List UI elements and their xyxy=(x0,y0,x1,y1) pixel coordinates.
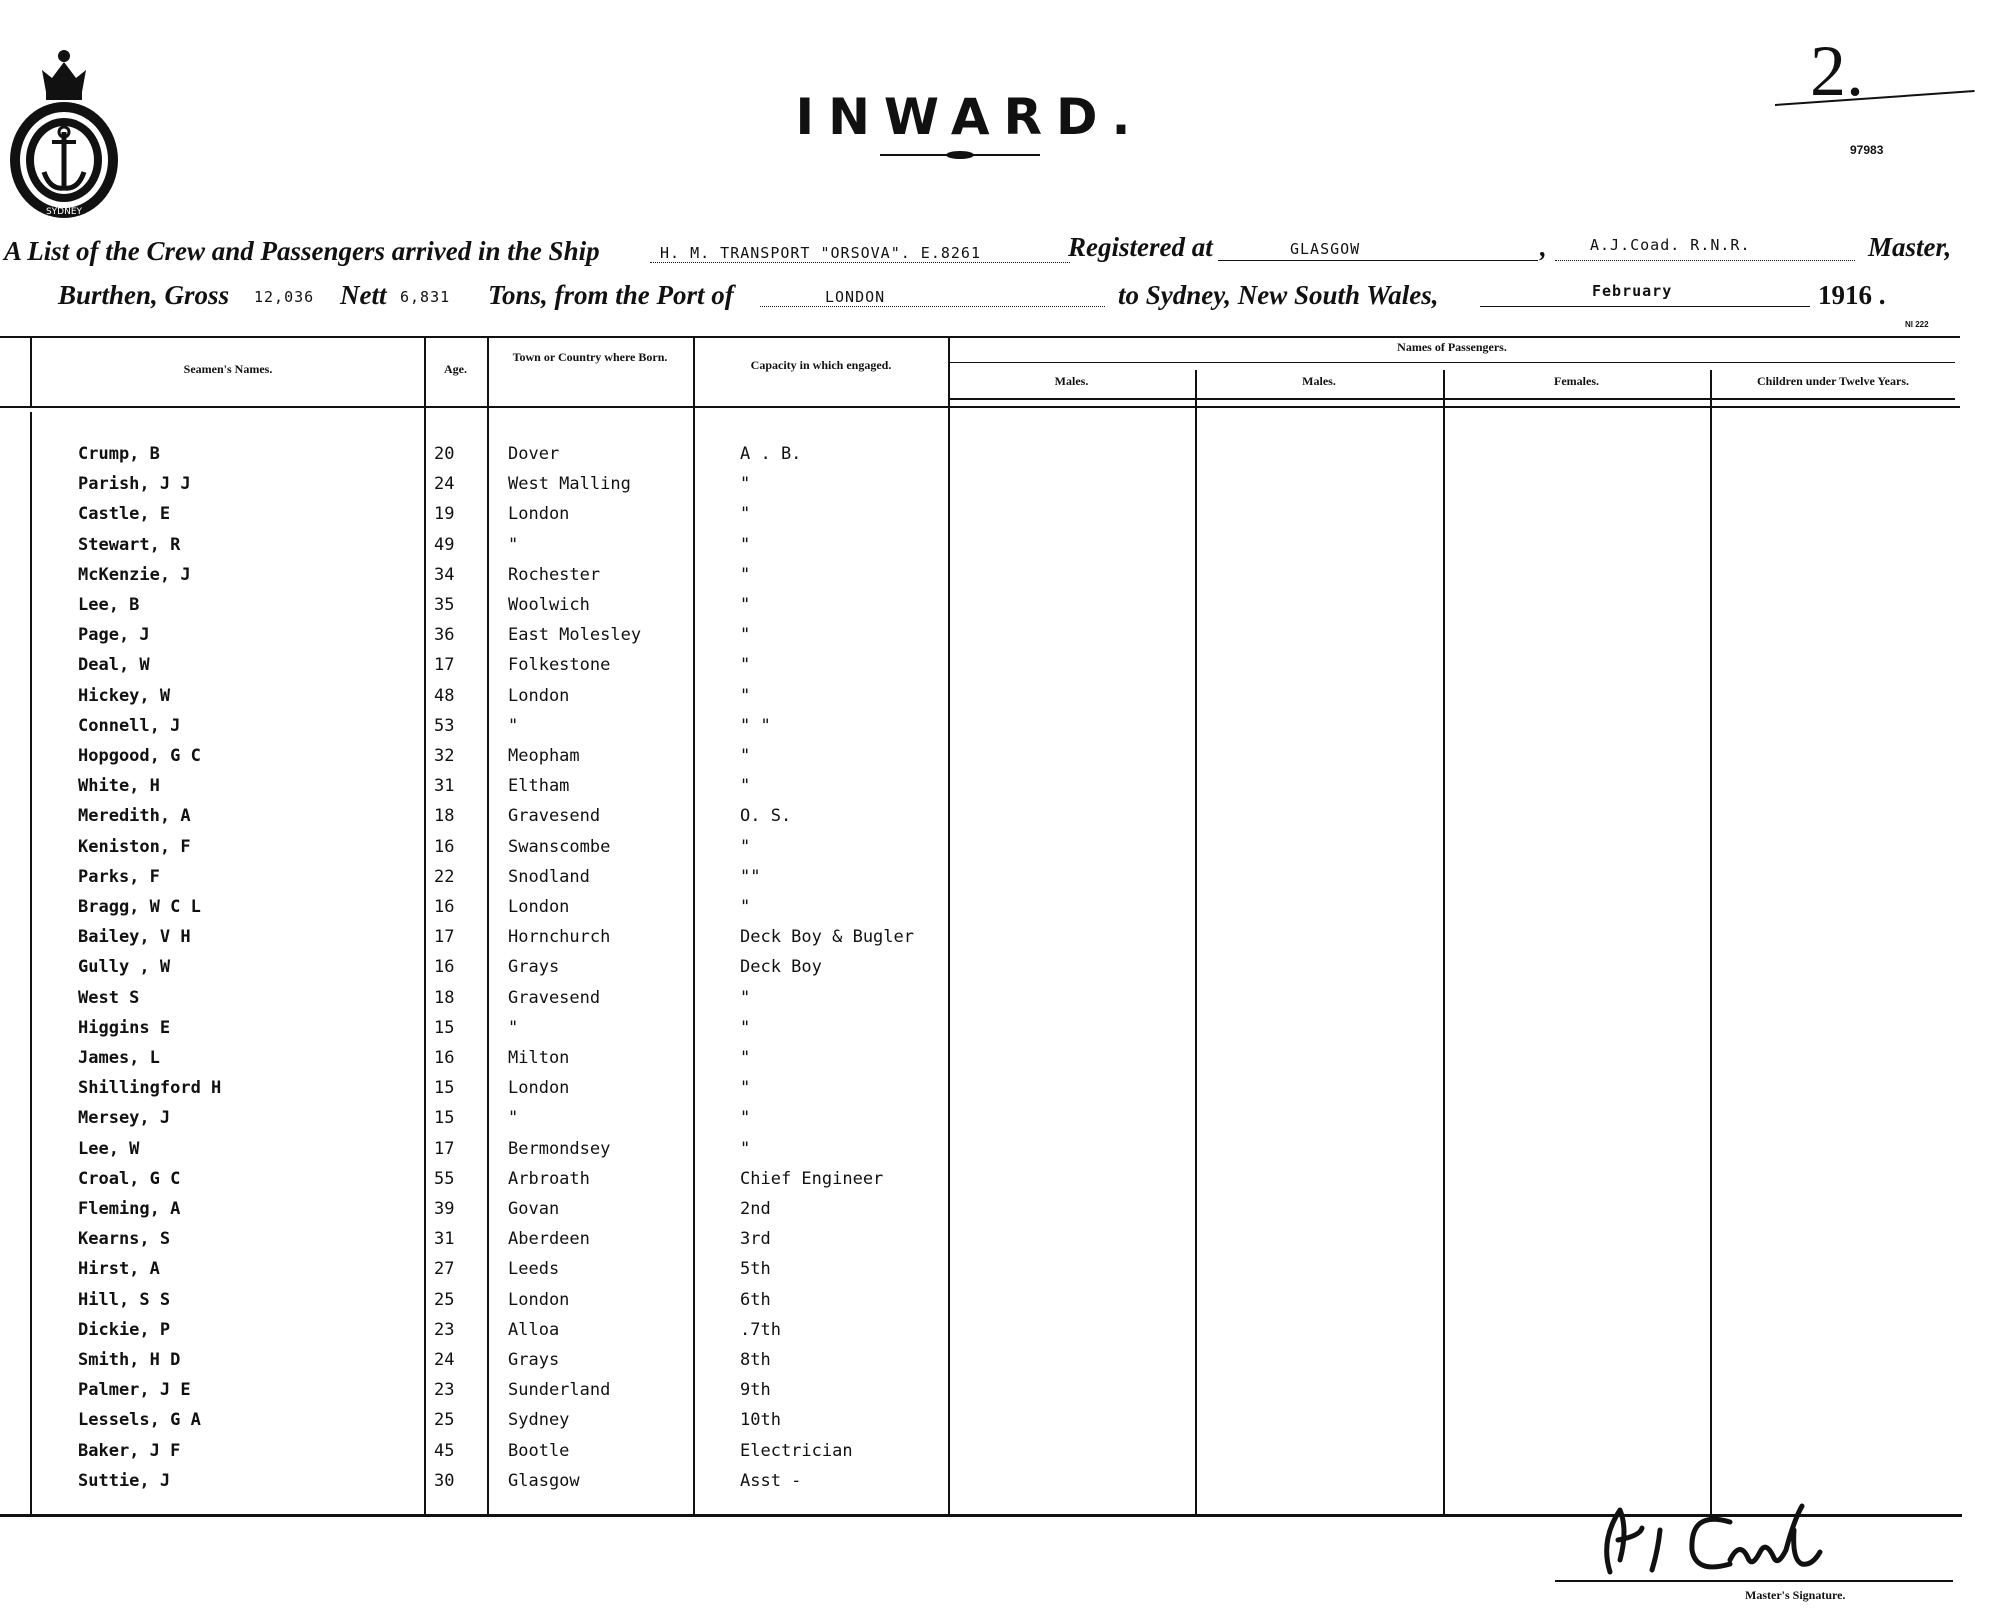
crew-age: 25 xyxy=(434,1289,455,1310)
crew-born: London xyxy=(508,1078,570,1099)
crew-age: 22 xyxy=(434,866,455,887)
crew-name: Croal, G C xyxy=(78,1168,181,1189)
crew-capacity: " xyxy=(740,534,751,555)
list-intro-label: A List of the Crew and Passengers arrived in the Ship xyxy=(4,236,600,266)
port-underline xyxy=(760,306,1105,307)
crew-age: 48 xyxy=(434,685,455,706)
crew-capacity: " xyxy=(740,564,751,585)
crew-name: Fleming, A xyxy=(78,1199,181,1219)
master-name: A.J.Coad. R.N.R. xyxy=(1590,236,1751,254)
crew-born: Grays xyxy=(508,957,560,978)
burthen-label: Burthen, Gross xyxy=(58,280,230,310)
crew-capacity: " xyxy=(740,474,751,495)
ship-underline xyxy=(650,262,1070,263)
crew-name: Smith, H D xyxy=(78,1350,181,1370)
signature-line xyxy=(1555,1580,1953,1582)
passenger-subheader-bottom-rule xyxy=(950,398,1955,400)
crew-age: 35 xyxy=(434,595,455,615)
crew-name: Meredith, A xyxy=(78,806,191,827)
crew-name: Dickie, P xyxy=(78,1319,171,1340)
crew-capacity: " xyxy=(740,595,751,615)
col-rule-females xyxy=(1443,370,1445,1514)
crew-born: Sunderland xyxy=(508,1380,611,1401)
crew-name: Crump, B xyxy=(78,444,160,464)
table-top-rule xyxy=(0,336,1960,338)
to-sydney-label: to Sydney, New South Wales, xyxy=(1118,280,1439,310)
crew-name: Hopgood, G C xyxy=(78,746,201,766)
crew-born: West Malling xyxy=(508,474,631,495)
year: 1916 . xyxy=(1818,280,1886,310)
nett-label: Nett xyxy=(340,280,387,310)
page-number-rule xyxy=(1775,90,1975,106)
tons-from-port-label: Tons, from the Port of xyxy=(488,280,734,310)
crew-name: Connell, J xyxy=(78,715,181,736)
crew-age: 30 xyxy=(434,1470,455,1491)
col-rule-left-body xyxy=(30,412,32,1514)
crew-age: 31 xyxy=(434,1229,455,1250)
crew-born: " xyxy=(508,1108,519,1129)
title-ornament xyxy=(880,150,1040,160)
col-header-capacity: Capacity in which engaged. xyxy=(750,358,892,372)
crew-age: 15 xyxy=(434,1108,455,1129)
crew-name: Keniston, F xyxy=(78,836,191,857)
col-header-children: Children under Twelve Years. xyxy=(1756,374,1909,388)
crew-age: 36 xyxy=(434,625,455,646)
crew-capacity: 2nd xyxy=(740,1199,771,1219)
crew-name: Parks, F xyxy=(78,866,160,887)
crew-name: West S xyxy=(78,987,140,1008)
form-number: 97983 xyxy=(1850,143,1884,157)
crew-name: Mersey, J xyxy=(78,1108,171,1129)
crew-born: Snodland xyxy=(508,866,590,887)
crew-born: Swanscombe xyxy=(508,836,611,857)
col-header-passengers: Names of Passengers. xyxy=(1397,340,1507,354)
crew-capacity: .7th xyxy=(740,1319,781,1340)
crew-name: James, L xyxy=(78,1048,160,1068)
crew-age: 53 xyxy=(434,715,455,736)
date-underline xyxy=(1480,306,1810,307)
crew-name: McKenzie, J xyxy=(78,564,191,585)
crew-age: 24 xyxy=(434,474,455,495)
crew-capacity: " xyxy=(740,1017,751,1038)
crew-age: 17 xyxy=(434,1138,455,1159)
crew-capacity: " xyxy=(740,1108,751,1129)
crew-name: Castle, E xyxy=(78,504,171,525)
crew-born: Meopham xyxy=(508,746,580,766)
crew-capacity: Deck Boy xyxy=(740,957,822,978)
crew-name: Bailey, V H xyxy=(78,927,191,948)
crew-age: 19 xyxy=(434,504,455,525)
crew-age: 16 xyxy=(434,957,455,978)
crew-born: Milton xyxy=(508,1048,570,1068)
col-header-males-1: Males. xyxy=(1054,374,1089,388)
crew-capacity: A . B. xyxy=(740,444,802,464)
crew-name: Lessels, G A xyxy=(78,1410,201,1431)
col-header-names: Seamen's Names. xyxy=(183,362,273,376)
crew-name: Hirst, A xyxy=(78,1259,160,1280)
crew-born: Grays xyxy=(508,1350,560,1370)
small-mark: Nl 222 xyxy=(1905,320,1929,329)
crew-age: 17 xyxy=(434,655,455,676)
crew-age: 16 xyxy=(434,836,455,857)
crew-name: Stewart, R xyxy=(78,534,181,555)
crew-age: 34 xyxy=(434,564,455,585)
crew-capacity: " xyxy=(740,655,751,676)
crew-capacity: 3rd xyxy=(740,1229,771,1250)
crew-age: 18 xyxy=(434,987,455,1008)
ship-name: H. M. TRANSPORT "ORSOVA". E.8261 xyxy=(660,244,981,262)
crew-born: London xyxy=(508,897,570,917)
crew-name: Baker, J F xyxy=(78,1440,181,1461)
crew-capacity: " xyxy=(740,1078,751,1099)
registered-at: GLASGOW xyxy=(1290,240,1361,258)
page-number: 2. xyxy=(1810,31,1864,111)
crew-born: Alloa xyxy=(508,1319,560,1340)
crew-born: London xyxy=(508,1289,570,1310)
registered-at-label: Registered at xyxy=(1068,232,1213,262)
comma-mark: , xyxy=(1540,232,1547,262)
crew-name: Palmer, J E xyxy=(78,1380,191,1401)
crew-age: 25 xyxy=(434,1410,455,1431)
crew-age: 39 xyxy=(434,1199,455,1219)
crew-born: Gravesend xyxy=(508,806,601,827)
crew-born: Leeds xyxy=(508,1259,560,1280)
crew-name: Lee, B xyxy=(78,595,140,615)
crew-born: Folkestone xyxy=(508,655,611,676)
crew-capacity: 9th xyxy=(740,1380,771,1401)
col-rule-males2 xyxy=(1195,370,1197,1514)
crew-capacity: " " xyxy=(740,715,771,736)
crew-born: " xyxy=(508,715,519,736)
crew-born: Sydney xyxy=(508,1410,570,1431)
crew-age: 31 xyxy=(434,776,455,797)
crew-born: East Molesley xyxy=(508,625,642,646)
crew-age: 23 xyxy=(434,1380,455,1401)
svg-text:SYDNEY: SYDNEY xyxy=(45,207,83,217)
crew-capacity: O. S. xyxy=(740,806,792,827)
crew-name: Parish, J J xyxy=(78,474,191,495)
gross-tons: 12,036 xyxy=(254,288,315,306)
crew-name: Lee, W xyxy=(78,1138,140,1159)
crew-capacity: Chief Engineer xyxy=(740,1168,884,1189)
crew-capacity: 5th xyxy=(740,1259,771,1280)
crew-capacity: " xyxy=(740,987,751,1008)
crew-capacity: " xyxy=(740,836,751,857)
crew-capacity: " xyxy=(740,625,751,646)
crew-capacity: " xyxy=(740,776,751,797)
crew-capacity: Deck Boy & Bugler xyxy=(740,927,914,948)
passenger-subheader-rule xyxy=(950,362,1955,363)
crew-capacity: " xyxy=(740,746,751,766)
col-header-born: Town or Country where Born. xyxy=(512,350,668,364)
crew-born: Aberdeen xyxy=(508,1229,590,1250)
col-rule-children xyxy=(1710,370,1712,1514)
crew-capacity: " xyxy=(740,685,751,706)
crew-born: London xyxy=(508,504,570,525)
crew-born: Arbroath xyxy=(508,1168,590,1189)
crew-name: Kearns, S xyxy=(78,1229,171,1250)
signature-label: Master's Signature. xyxy=(1745,1588,1846,1602)
master-signature xyxy=(1580,1500,1880,1580)
crew-name: Hickey, W xyxy=(78,685,171,706)
crew-age: 49 xyxy=(434,534,455,555)
crew-age: 16 xyxy=(434,897,455,917)
crew-capacity: "" xyxy=(740,866,761,887)
master-underline xyxy=(1555,260,1855,261)
crew-born: " xyxy=(508,534,519,555)
crew-born: Dover xyxy=(508,444,560,464)
col-header-males-2: Males. xyxy=(1302,374,1336,388)
crew-age: 20 xyxy=(434,444,455,464)
nett-tons: 6,831 xyxy=(400,288,451,306)
crew-capacity: 6th xyxy=(740,1289,771,1310)
crew-age: 27 xyxy=(434,1259,455,1280)
crew-name: Deal, W xyxy=(78,655,150,676)
crew-age: 18 xyxy=(434,806,455,827)
crew-born: Hornchurch xyxy=(508,927,611,948)
crew-born: Rochester xyxy=(508,564,601,585)
crew-born: Gravesend xyxy=(508,987,601,1008)
crew-born: Bootle xyxy=(508,1440,570,1461)
crew-age: 55 xyxy=(434,1168,455,1189)
crew-name: Gully , W xyxy=(78,957,171,978)
crew-born: " xyxy=(508,1017,519,1038)
port-name: LONDON xyxy=(825,288,886,306)
crew-born: London xyxy=(508,685,570,706)
crew-born: Glasgow xyxy=(508,1470,580,1491)
crew-name: Bragg, W C L xyxy=(78,897,201,917)
col-rule-born xyxy=(487,336,489,1514)
col-header-females: Females. xyxy=(1554,374,1599,388)
crew-age: 24 xyxy=(434,1350,455,1370)
crew-capacity: " xyxy=(740,1048,751,1068)
crew-age: 32 xyxy=(434,746,455,766)
crew-capacity: " xyxy=(740,504,751,525)
col-header-age: Age. xyxy=(444,362,467,376)
crew-age: 15 xyxy=(434,1017,455,1038)
crew-name: Higgins E xyxy=(78,1017,171,1038)
crew-capacity: " xyxy=(740,1138,751,1159)
crew-name: Page, J xyxy=(78,625,150,646)
col-rule-capacity xyxy=(693,336,695,1514)
crew-capacity: Electrician xyxy=(740,1440,853,1461)
col-rule-age xyxy=(424,336,426,1514)
crew-capacity: 10th xyxy=(740,1410,781,1431)
crew-capacity: " xyxy=(740,897,751,917)
crew-name: Suttie, J xyxy=(78,1470,171,1491)
month: February xyxy=(1592,282,1673,300)
master-label: Master, xyxy=(1868,232,1952,262)
crew-age: 45 xyxy=(434,1440,455,1461)
crew-age: 16 xyxy=(434,1048,455,1068)
col-rule-passengers xyxy=(948,336,950,1514)
registered-underline xyxy=(1218,260,1538,261)
crew-capacity: Asst - xyxy=(740,1470,802,1491)
crew-born: Govan xyxy=(508,1199,560,1219)
crew-age: 23 xyxy=(434,1319,455,1340)
page-title: INWARD. xyxy=(795,88,1145,146)
crew-age: 17 xyxy=(434,927,455,948)
table-header-rule xyxy=(0,406,1960,408)
crew-name: Hill, S S xyxy=(78,1289,171,1310)
crew-born: Woolwich xyxy=(508,595,590,615)
crew-name: Shillingford H xyxy=(78,1078,222,1099)
crew-age: 15 xyxy=(434,1078,455,1099)
crew-born: Bermondsey xyxy=(508,1138,611,1159)
crown-anchor-seal-icon xyxy=(6,40,122,220)
crew-capacity: 8th xyxy=(740,1350,771,1370)
crew-name: White, H xyxy=(78,776,160,797)
crew-born: Eltham xyxy=(508,776,570,797)
